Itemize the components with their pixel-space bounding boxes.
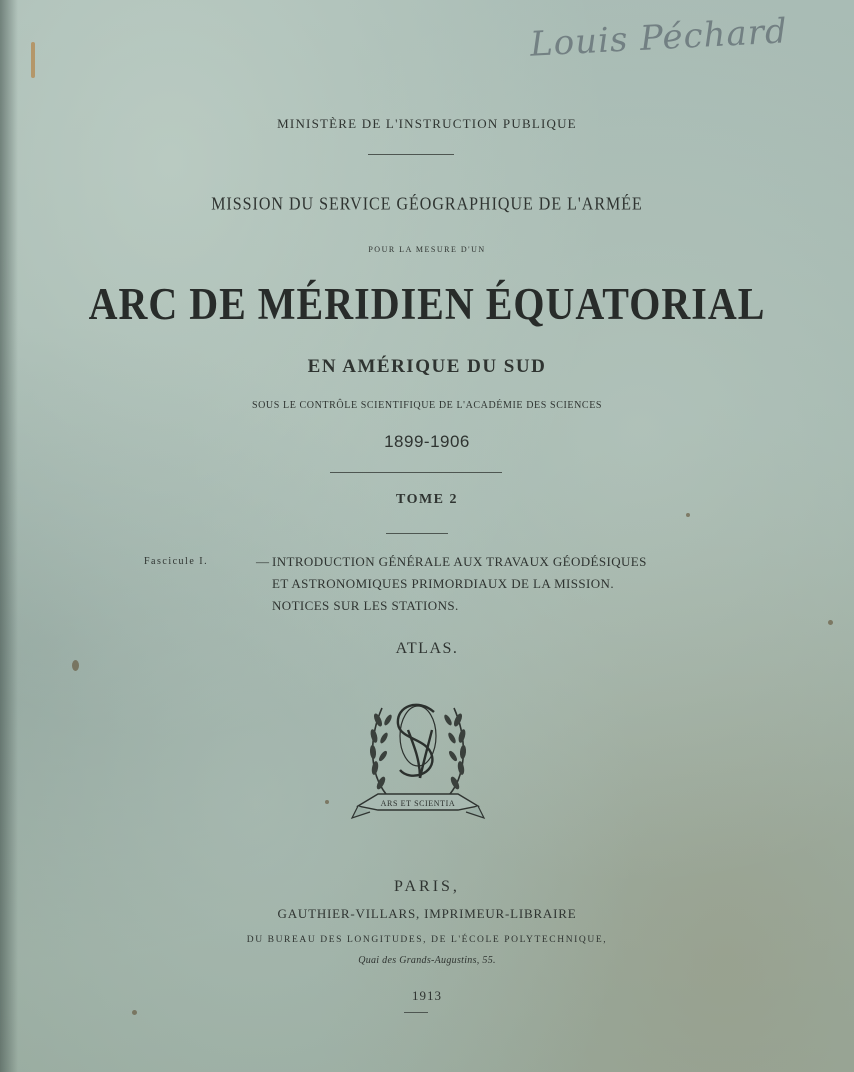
divider-rule	[404, 1012, 428, 1013]
fascicule-label: Fascicule I.	[144, 556, 209, 567]
fascicule-line: NOTICES SUR LES STATIONS.	[272, 598, 459, 613]
stain-spot	[686, 513, 690, 517]
atlas-label: ATLAS.	[395, 640, 459, 657]
imprint-address: Quai des Grands-Augustins, 55.	[358, 955, 496, 966]
imprint-publisher: GAUTHIER-VILLARS, IMPRIMEUR-LIBRAIRE	[277, 906, 577, 921]
fascicule-line: INTRODUCTION GÉNÉRALE AUX TRAVAUX GÉODÉSIQUES	[272, 554, 647, 569]
control-line: SOUS LE CONTRÔLE SCIENTIFIQUE DE L'ACADÉMIE DES SCIENCES	[251, 400, 603, 411]
mission-line: MISSION DU SERVICE GÉOGRAPHIQUE DE L'ARMÉE	[211, 194, 643, 215]
years: 1899-1906	[384, 432, 470, 451]
stain-spot	[31, 42, 35, 78]
tome-label: TOME 2	[395, 492, 459, 507]
imprint-year: 1913	[412, 988, 442, 1003]
subtitle: EN AMÉRIQUE DU SUD	[307, 356, 547, 377]
handwritten-signature: Louis Péchard	[529, 11, 789, 65]
pour-line: POUR LA MESURE D'UN	[368, 245, 486, 254]
fascicule-dash: —	[256, 554, 270, 569]
fascicule-line: ET ASTRONOMIQUES PRIMORDIAUX DE LA MISSION.	[272, 576, 614, 591]
divider-rule	[386, 533, 448, 534]
divider-rule	[368, 154, 454, 155]
main-title: ARC DE MÉRIDIEN ÉQUATORIAL	[88, 277, 766, 330]
imprint-bureau: DU BUREAU DES LONGITUDES, DE L'ÉCOLE POLYTECHNIQUE,	[246, 935, 608, 945]
emblem-motto: ARS ET SCIENTIA	[380, 799, 456, 808]
stain-spot	[325, 800, 329, 804]
imprint-city: PARIS,	[394, 878, 460, 895]
divider-rule	[330, 472, 502, 473]
publisher-emblem	[348, 690, 488, 830]
stain-spot	[132, 1010, 137, 1015]
stain-spot	[828, 620, 833, 625]
stain-spot	[72, 660, 79, 671]
ministry-line: MINISTÈRE DE L'INSTRUCTION PUBLIQUE	[277, 116, 577, 131]
